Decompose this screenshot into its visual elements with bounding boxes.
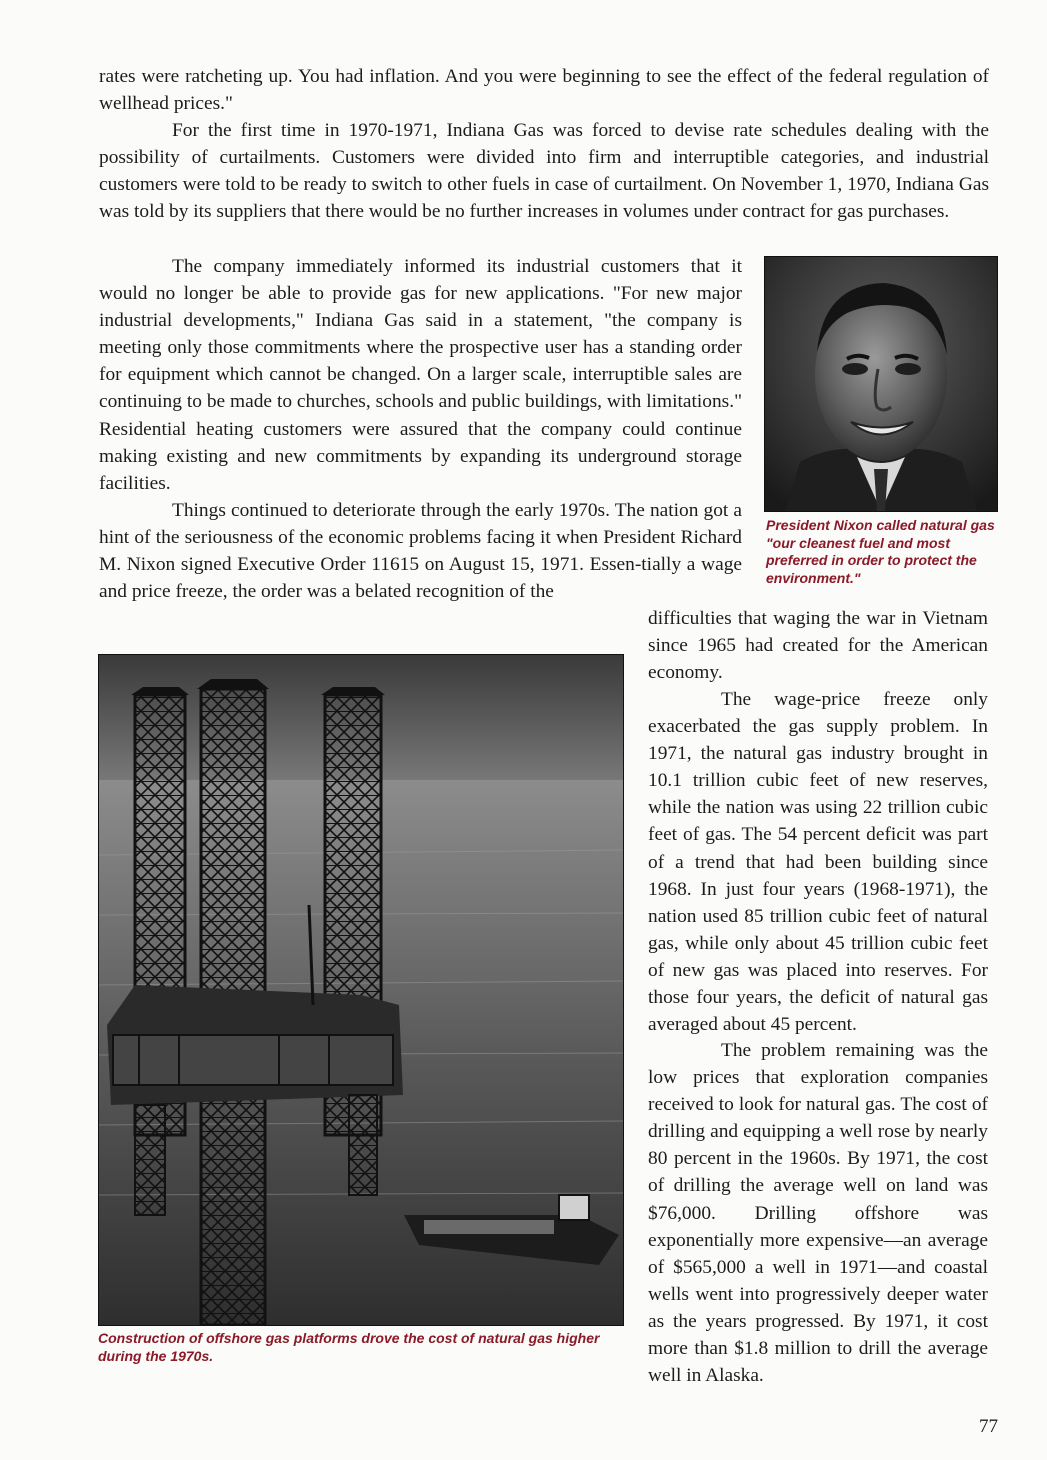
paragraph-3: The company immediately informed its industrial customers that it would no longer be able to provide gas for new applications. "For new major industrial developments," Indiana Gas said in a statement, "the company is meeting only those commitments where the prospective user has a standing order for equipment which cannot be changed. On a larger scale, interruptible sales are continuing to be made to churches, schools and public buildings, with limitations." Residential heating customers were assured that the company could continue making existing and new commitments by expanding its underground storage facilities. [99, 256, 742, 494]
nixon-caption: President Nixon called natural gas "our cleanest fuel and most preferred in order to protect the environment." [766, 517, 995, 586]
paragraph-5: difficulties that waging the war in Vietnam since 1965 had created for the American economy. [648, 608, 988, 684]
paragraph-1: rates were ratcheting up. You had inflation. And you were beginning to see the effect of the federal regulation of wellhead prices." [99, 66, 989, 115]
paragraph-2: For the first time in 1970-1971, Indiana Gas was forced to devise rate schedules dealing with the possibility of curtailments. Customers were divided into firm and interruptible categories, and industrial customers were told to be ready to switch to other fuels in case of curtailment. On November 1, 1970, Indiana Gas was told by its suppliers that there would be no further increases in volumes under contract for gas purchases. [99, 120, 989, 223]
platform-caption: Construction of offshore gas platforms drove the cost of natural gas higher during the 1970s. [98, 1330, 600, 1364]
page-number: 77 [979, 1416, 998, 1437]
offshore-platform-photo [98, 654, 624, 1326]
paragraph-4: Things continued to deteriorate through the early 1970s. The nation got a hint of the seriousness of the economic problems facing it when President Richard M. Nixon signed Executive Order 11615 on August 15, 1971. Essen-tially a wage and price freeze, the order was a belated recognition of the [99, 500, 742, 603]
nixon-portrait-photo [764, 256, 998, 512]
paragraph-6: The wage-price freeze only exacerbated the gas supply problem. In 1971, the natural gas industry brought in 10.1 trillion cubic feet of new reserves, while the nation was using 22 trillion cubic feet of gas. The 54 percent deficit was part of a trend that had been building since 1968. In just four years (1968-1971), the nation used 85 trillion cubic feet of natural gas, while only about 45 trillion cubic feet of new gas was placed into reserves. For those four years, the deficit of natural gas averaged about 45 percent. [648, 689, 988, 1036]
paragraph-7: The problem remaining was the low prices that exploration companies received to look for natural gas. The cost of drilling and equipping a well rose by nearly 80 percent in the 1960s. By 1971, the cost of drilling the average well on land was $76,000. Drilling offshore was exponentially more expensive—an average of $565,000 a well in 1971—and coastal wells went into progressively deeper water as the years progressed. By 1971, it cost more than $1.8 million to drill the average well in Alaska. [648, 1040, 988, 1387]
